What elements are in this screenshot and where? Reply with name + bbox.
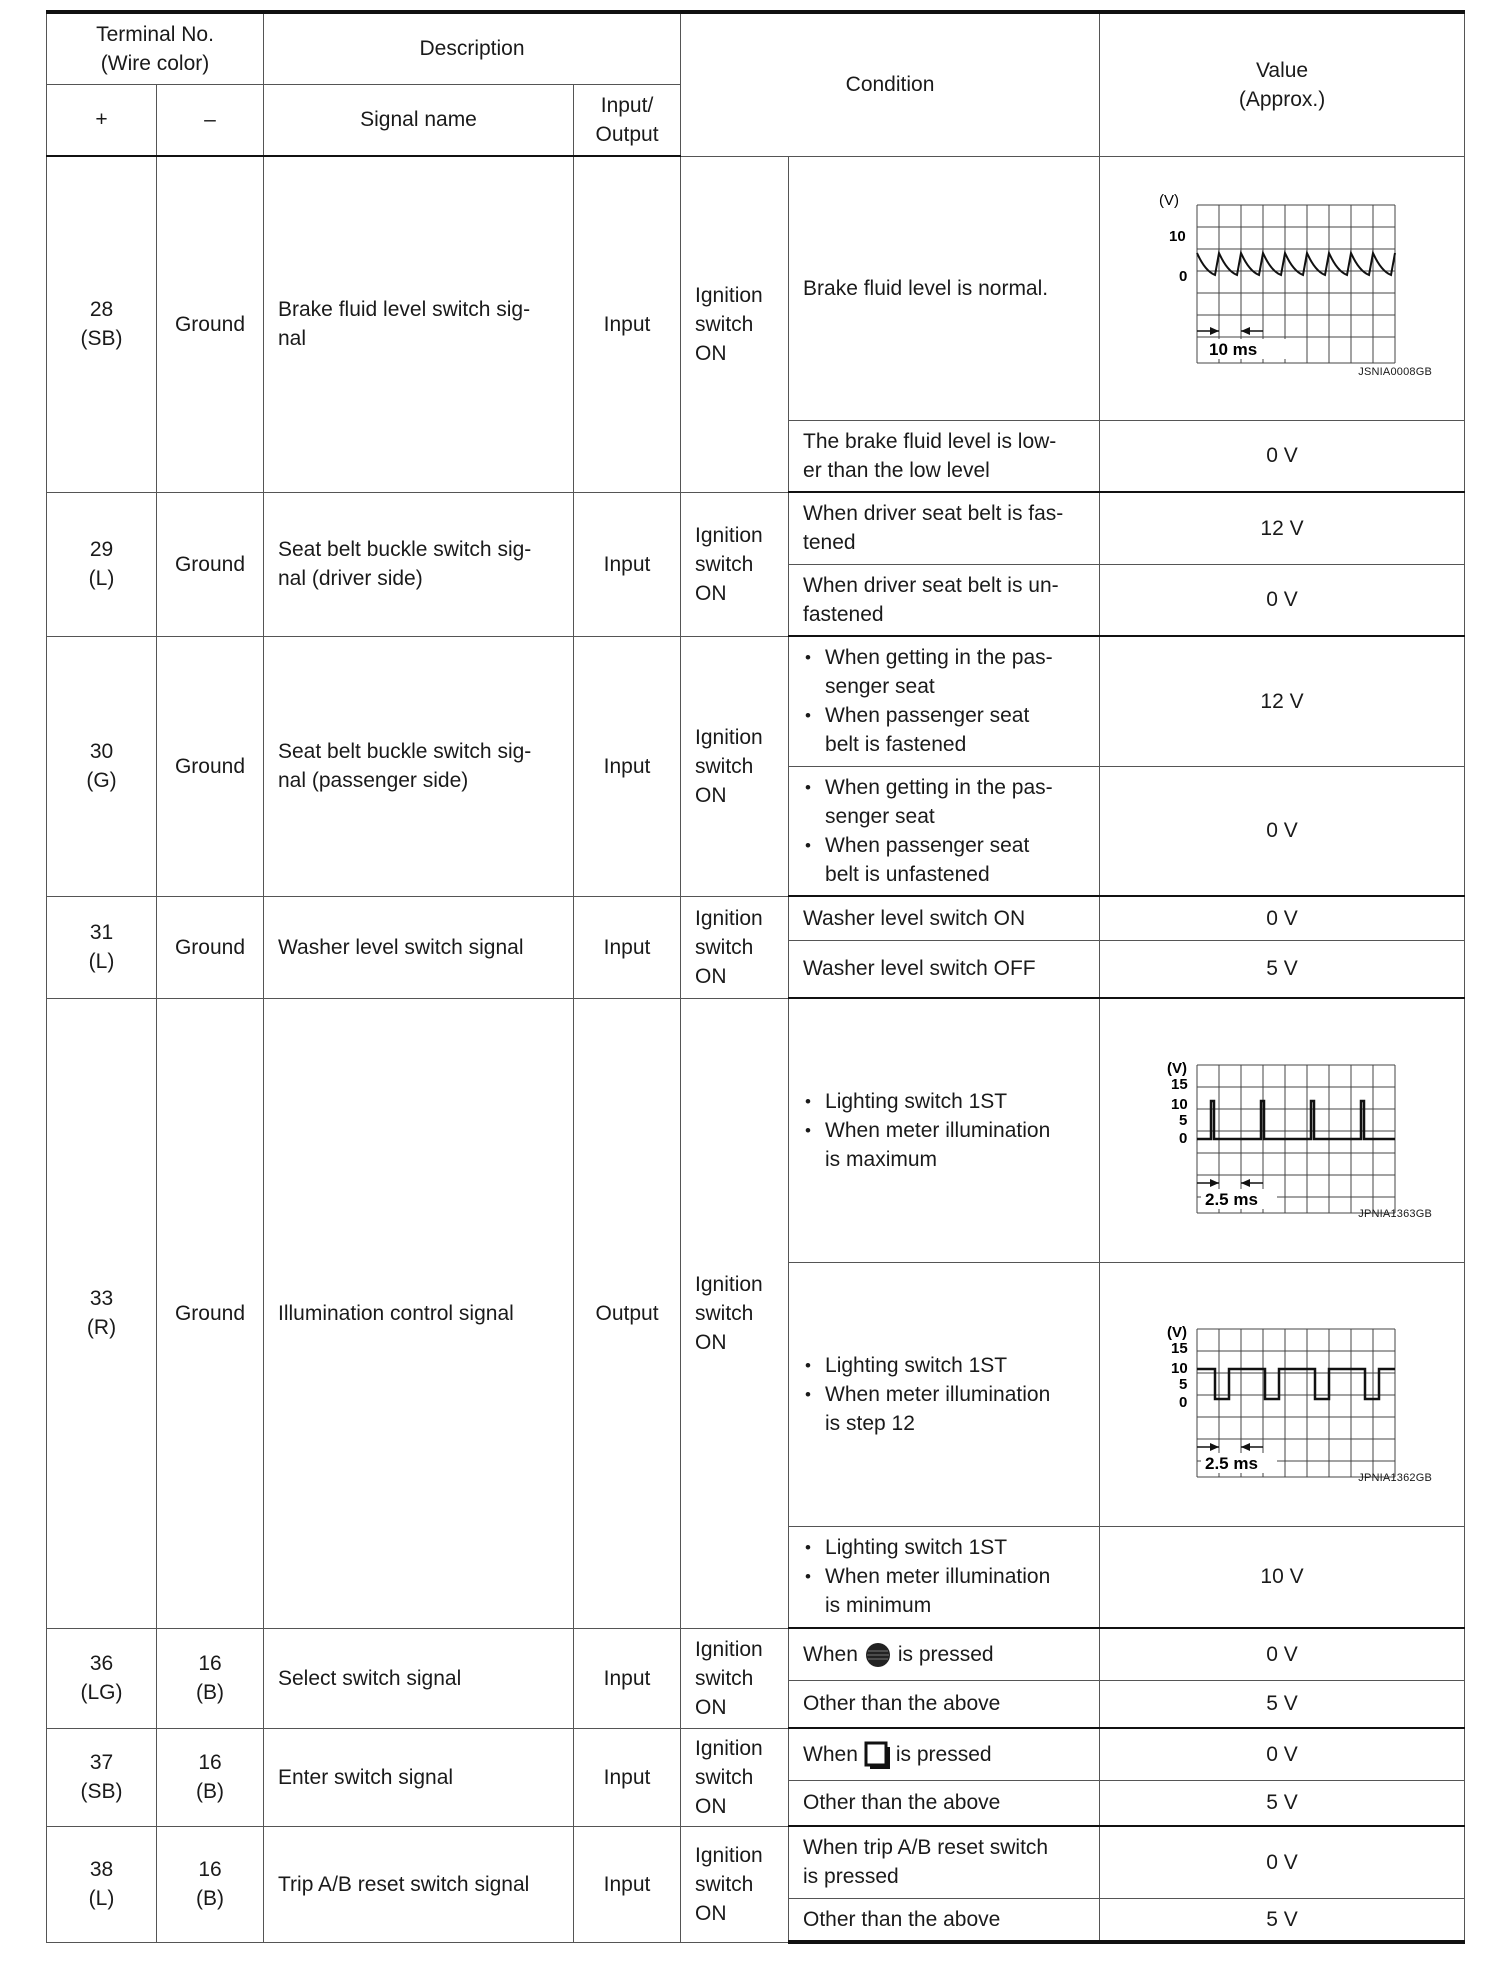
- signal-name: Illumination control signal: [264, 998, 574, 1628]
- value: 12 V: [1100, 636, 1465, 766]
- value: 5 V: [1100, 1680, 1465, 1728]
- condition: The brake fluid level is low- er than the low level: [789, 420, 1100, 492]
- value: 0 V: [1100, 1728, 1465, 1780]
- signal-name: Brake fluid level switch sig- nal: [264, 156, 574, 492]
- input-output: Input: [574, 156, 681, 492]
- header-signal-name: Signal name: [264, 84, 574, 156]
- svg-text:15: 15: [1171, 1340, 1188, 1357]
- ignition-switch-on: Ignition switch ON: [681, 1826, 789, 1942]
- svg-text:(V): (V): [1167, 1060, 1188, 1078]
- condition: [789, 1526, 1100, 1628]
- terminal-minus: Ground: [157, 156, 264, 492]
- value: 10 V: [1100, 1526, 1465, 1628]
- svg-text:10: 10: [1171, 1096, 1188, 1114]
- terminal-plus: 37 (SB): [47, 1728, 157, 1826]
- svg-text:5: 5: [1179, 1112, 1188, 1130]
- condition: Other than the above: [789, 1680, 1100, 1728]
- condition: [789, 766, 1100, 896]
- signal-name: Select switch signal: [264, 1628, 574, 1728]
- table-row: [47, 156, 1465, 420]
- table-row: [47, 1826, 1465, 1898]
- terminal-minus: 16 (B): [157, 1628, 264, 1728]
- input-output: Input: [574, 1826, 681, 1942]
- table-row: [47, 896, 1465, 940]
- bullet-item: • When meter illumination is maximum: [825, 1116, 1089, 1174]
- header-condition: Condition: [681, 12, 1100, 156]
- bullet-item: • When meter illumination is minimum: [825, 1562, 1089, 1620]
- value: 12 V: [1100, 492, 1465, 564]
- terminal-plus: 28 (SB): [47, 156, 157, 492]
- header-input-output: Input/ Output: [574, 84, 681, 156]
- terminal-table: [46, 10, 1465, 1944]
- table-row: [47, 998, 1465, 1262]
- condition: Other than the above: [789, 1780, 1100, 1826]
- input-output: Input: [574, 492, 681, 636]
- terminal-plus: 36 (LG): [47, 1628, 157, 1728]
- waveform-cell: [1100, 156, 1465, 420]
- terminal-plus: 31 (L): [47, 896, 157, 998]
- signal-name: Enter switch signal: [264, 1728, 574, 1826]
- value: 0 V: [1100, 1826, 1465, 1898]
- svg-text:2.5 ms: 2.5 ms: [1205, 1454, 1258, 1473]
- bullet-item: • Lighting switch 1ST: [825, 1087, 1089, 1116]
- value: 0 V: [1100, 564, 1465, 636]
- waveform-cell: [1100, 998, 1465, 1262]
- terminal-minus: Ground: [157, 896, 264, 998]
- header-value: Value (Approx.): [1100, 12, 1465, 156]
- value: 5 V: [1100, 1780, 1465, 1826]
- waveform: [1100, 1289, 1464, 1499]
- ignition-switch-on: Ignition switch ON: [681, 636, 789, 896]
- signal-name: Washer level switch signal: [264, 896, 574, 998]
- header-description: Description: [264, 12, 681, 84]
- value: 0 V: [1100, 1628, 1465, 1680]
- terminal-plus: 38 (L): [47, 1826, 157, 1942]
- value: 0 V: [1100, 766, 1465, 896]
- input-output: Input: [574, 1728, 681, 1826]
- input-output: Output: [574, 998, 681, 1628]
- signal-name: Seat belt buckle switch sig- nal (driver side): [264, 492, 574, 636]
- table-row: [47, 1628, 1465, 1680]
- condition: When trip A/B reset switch is pressed: [789, 1826, 1100, 1898]
- terminal-plus: 30 (G): [47, 636, 157, 896]
- waveform: [1100, 1025, 1464, 1235]
- header-plus: +: [47, 84, 157, 156]
- svg-text:0: 0: [1179, 268, 1188, 285]
- ignition-switch-on: Ignition switch ON: [681, 1628, 789, 1728]
- terminal-minus: Ground: [157, 998, 264, 1628]
- terminal-plus: 33 (R): [47, 998, 157, 1628]
- enter-button-icon: [864, 1741, 890, 1769]
- terminal-minus: Ground: [157, 492, 264, 636]
- condition: When is pressed: [789, 1728, 1100, 1780]
- svg-text:5: 5: [1179, 1376, 1188, 1393]
- condition: Brake fluid level is normal.: [789, 156, 1100, 420]
- condition: [789, 636, 1100, 766]
- svg-text:10 ms: 10 ms: [1209, 340, 1258, 359]
- bullet-item: • When getting in the pas- senger seat: [825, 643, 1089, 701]
- select-button-icon: [864, 1641, 892, 1669]
- input-output: Input: [574, 896, 681, 998]
- condition: [789, 998, 1100, 1262]
- figure-code: JSNIA0008GB: [1358, 366, 1433, 378]
- terminal-table-sheet: [46, 10, 1464, 1944]
- bullet-item: • When passenger seat belt is fastened: [825, 701, 1089, 759]
- terminal-minus: Ground: [157, 636, 264, 896]
- signal-name: Seat belt buckle switch sig- nal (passenger side): [264, 636, 574, 896]
- bullet-item: • Lighting switch 1ST: [825, 1533, 1089, 1562]
- terminal-minus: 16 (B): [157, 1728, 264, 1826]
- figure-code: JPNIA1362GB: [1358, 1472, 1433, 1484]
- ignition-switch-on: Ignition switch ON: [681, 998, 789, 1628]
- figure-code: JPNIA1363GB: [1358, 1208, 1433, 1221]
- header-minus: –: [157, 84, 264, 156]
- svg-text:15: 15: [1171, 1076, 1188, 1094]
- table-row: [47, 1728, 1465, 1780]
- value: 5 V: [1100, 940, 1465, 998]
- ignition-switch-on: Ignition switch ON: [681, 492, 789, 636]
- table-row: [47, 492, 1465, 564]
- condition: [789, 1262, 1100, 1526]
- condition: When is pressed: [789, 1628, 1100, 1680]
- ignition-switch-on: Ignition switch ON: [681, 156, 789, 492]
- input-output: Input: [574, 1628, 681, 1728]
- value: 5 V: [1100, 1898, 1465, 1942]
- svg-text:(V): (V): [1167, 1324, 1188, 1341]
- bullet-item: • When getting in the pas- senger seat: [825, 773, 1089, 831]
- signal-name: Trip A/B reset switch signal: [264, 1826, 574, 1942]
- terminal-plus: 29 (L): [47, 492, 157, 636]
- bullet-item: • Lighting switch 1ST: [825, 1351, 1089, 1380]
- svg-text:(V): (V): [1159, 192, 1180, 209]
- svg-text:10: 10: [1169, 228, 1186, 245]
- waveform: [1100, 183, 1464, 393]
- condition: Washer level switch OFF: [789, 940, 1100, 998]
- svg-text:10: 10: [1171, 1360, 1188, 1377]
- terminal-minus: 16 (B): [157, 1826, 264, 1942]
- value: 0 V: [1100, 896, 1465, 940]
- ignition-switch-on: Ignition switch ON: [681, 1728, 789, 1826]
- value: 0 V: [1100, 420, 1465, 492]
- condition: When driver seat belt is un- fastened: [789, 564, 1100, 636]
- svg-text:0: 0: [1179, 1394, 1188, 1411]
- svg-text:2.5 ms: 2.5 ms: [1205, 1190, 1258, 1210]
- bullet-item: • When passenger seat belt is unfastened: [825, 831, 1089, 889]
- svg-text:0: 0: [1179, 1130, 1188, 1148]
- ignition-switch-on: Ignition switch ON: [681, 896, 789, 998]
- condition: Washer level switch ON: [789, 896, 1100, 940]
- bullet-item: • When meter illumination is step 12: [825, 1380, 1089, 1438]
- table-row: [47, 636, 1465, 766]
- input-output: Input: [574, 636, 681, 896]
- condition: When driver seat belt is fas- tened: [789, 492, 1100, 564]
- condition: Other than the above: [789, 1898, 1100, 1942]
- waveform-cell: [1100, 1262, 1465, 1526]
- header-terminal-no: Terminal No. (Wire color): [47, 12, 264, 84]
